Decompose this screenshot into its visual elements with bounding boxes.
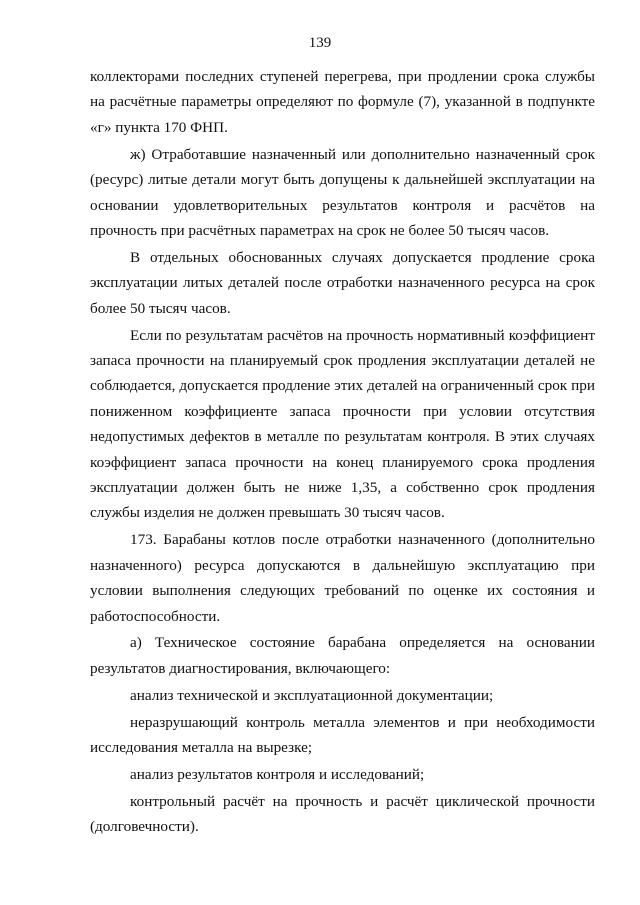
paragraph-item-a: а) Техническое состояние барабана определяется на основании результатов диагностирования, включающего: xyxy=(90,634,595,677)
paragraph-item-zh: ж) Отработавшие назначенный или дополнительно назначенный срок (ресурс) литые детали могут быть допущены к дальнейшей эксплуатации на основании удовлетворительных результатов контроля и расчётов на прочность при расчётных параметрах на срок не более 50 тысяч часов. xyxy=(90,145,595,239)
list-item-results-analysis: анализ результатов контроля и исследований; xyxy=(130,765,425,783)
list-item-nondestructive-testing: неразрушающий контроль металла элементов и при необходимости исследования металла на вырезке; xyxy=(90,713,595,757)
paragraph-safety-factor: Если по результатам расчётов на прочность нормативный коэффициент запаса прочности на планируемый срок продления эксплуатации деталей не соблюдается, допускается продление этих деталей на ограниченный срок при пониженном коэффициенте запаса прочности при условии отсутствия недопустимых дефектов в металле по результатам контроля. В этих случаях коэффициент запаса прочности на конец планируемого срока продления эксплуатации должен быть не ниже 1,35, а собственно срок продления службы изделия не должен превышать 30 тысяч часов. xyxy=(90,326,595,522)
paragraph-section-173: 173. Барабаны котлов после отработки назначенного (дополнительно назначенного) ресурса допускаются в дальнейшую эксплуатацию при условии выполнения следующих требований по оценке их состояния и работоспособности. xyxy=(90,531,595,625)
paragraph-exception: В отдельных обоснованных случаях допускается продление срока эксплуатации литых деталей после отработки назначенного ресурса на срок более 50 тысяч часов. xyxy=(90,248,595,317)
paragraph-continuation: коллекторами последних ступеней перегрева, при продлении срока службы на расчётные параметры определяют по формуле (7), указанной в подпункте «г» пункта 170 ФНП. xyxy=(90,68,595,136)
page-number: 139 xyxy=(308,35,332,51)
body-text xyxy=(90,64,595,840)
list-item-strength-calculation: контрольный расчёт на прочность и расчёт циклической прочности (долговечности). xyxy=(90,792,595,836)
list-item-documentation-analysis: анализ технической и эксплуатационной документации; xyxy=(130,686,494,704)
